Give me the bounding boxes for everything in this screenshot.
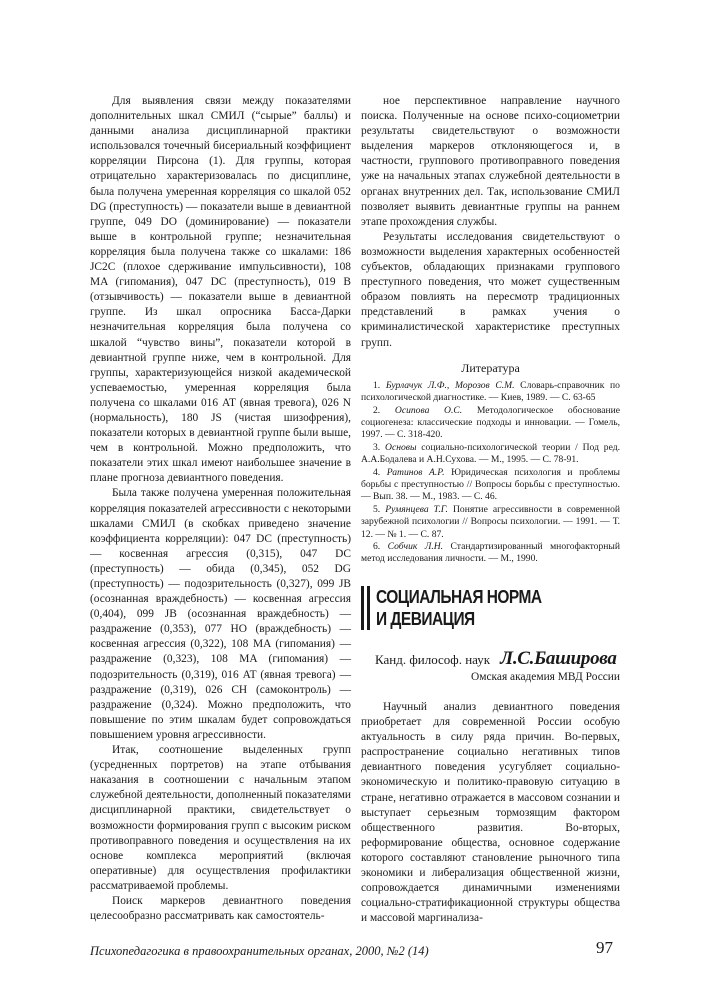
- reference-item: 1. Бурлачук Л.Ф., Морозов С.М. Словарь-справочник по психологической диагностике. — Киев, 1989. — С. 63-65: [361, 379, 620, 404]
- journal-footer: Психопедагогика в правоохранительных органах, 2000, №2 (14): [90, 944, 429, 958]
- article-title: СОЦИАЛЬНАЯ НОРМА И ДЕВИАЦИЯ: [376, 587, 542, 629]
- reference-item: 3. Основы социально-психологической теории / Под ред. А.А.Бодалева и А.Н.Сухова. — М., 1995. — С. 78-91.: [361, 441, 620, 466]
- reference-author: Бурлачук Л.Ф., Морозов С.М.: [385, 379, 515, 391]
- left-text-column: [90, 94, 351, 924]
- paragraph: Была также получена умеренная положительная корреляция показателей агрессивности с некоторыми шкалами СМИЛ (в скобках приведено значение коэффициента корреляции): 047 DC (преступность) — косвенная агрессия (0,315), 047 DC (преступность) — обида (0,345), 052 DG (преступность) — подозрительность (0,327), 099 JB (осознанная враждебность) — косвенная агрессия (0,404), 099 JB (осознанная враждебность) — раздражение (0,353), 077 HO (враждебность) — косвенная агрессия (0,322), 108 MA (гипомания) — раздражение (0,323), 108 MA (гипомания) — подозрительность (0,319), 016 AT (явная тревога) — раздражение (0,319), 026 CH (самоконтроль) — раздражение (0,324). Можно предположить, что повышение по этим шкалам будет сопровождаться повышением уровня агрессивности.: [90, 487, 351, 741]
- paragraph: Результаты исследования свидетельствуют о возможности выделения характерных особенностей субъектов, обладающих признаками группового преступного поведения, что может существенным образом повлиять на пересмотр традиционных представлений в рамках учения о криминалистической характеристике преступных групп.: [361, 230, 620, 349]
- author-name: Л.С.Баширова: [500, 648, 617, 669]
- author-line: [375, 648, 620, 670]
- heading-bar-decoration: [367, 586, 370, 630]
- reference-author: Собчик Л.Н.: [387, 540, 444, 552]
- article-body: [361, 700, 620, 926]
- right-text-column: [361, 94, 620, 566]
- paragraph: ное перспективное направление научного поиска. Полученные на основе психо-социометрии результаты свидетельствуют о возможности выделения маркеров отклоняющегося и, в частности, группового противоправного поведения уже на начальных этапах служебной деятельности в органах внутренних дел. Так, использование СМИЛ позволяет выявить девиантные группы на раннем этапе прохождения службы.: [361, 95, 620, 228]
- reference-author: Основы: [385, 441, 417, 453]
- author-degree: Канд. философ. наук: [375, 652, 491, 667]
- article-heading: [361, 586, 620, 630]
- references-title: Литература: [461, 360, 520, 375]
- paragraph: Для выявления связи между показателями дополнительных шкал СМИЛ (“сырые” баллы) и данными анализа дисциплинарной практики использовался точечный бисериальный коэффициент корреляции Пирсона (1). Для группы, которая отрицательно характеризовалась по дисциплине, была получена умеренная корреляция со шкалой 052 DG (преступность) — показатели выше в девиантной группе, 049 DO (доминирование) — показатели выше в контрольной группе; незначительная корреляция была получена также со шкалами: 186 JC2C (плохое сдерживание импульсивности), 108 MA (гипомания), 047 DC (преступность), 019 B (отзывчивость) — показатели выше в девиантной группе. Из шкал опросника Басса-Дарки незначительная корреляция была получена со шкалой “чувство вины”, показатели которой в девиантной группе ниже, чем в контрольной. Для группы, характеризующейся низкой академической успеваемостью, умеренная корреляция была получена со шкалами 016 AT (явная тревога), 026 N (нормальность), 180 JS (чистая шизофрения), показатели которых в девиантной группе были выше, чем в контрольной. Можно предположить, что показатели этих шкал имеют наибольшее значение в плане прогноза девиантного поведения.: [90, 95, 351, 485]
- author-affiliation: Омская академия МВД России: [471, 671, 620, 683]
- paragraph: Поиск маркеров девиантного поведения целесообразно рассматривать как самостоятель-: [90, 894, 351, 923]
- paragraph: Научный анализ девиантного поведения приобретает для современной России особую актуальность в силу ряда причин. Во-первых, распространение социально негативных типов девиантного поведения усугубляет социально-экономическую и политико-правовую ситуацию в стране, негативно отражается в массовом сознании и выступает серьезным тормозящим фактором общественного развития. Во-вторых, реформирование общества, основное содержание которого составляют становление рыночного типа экономики и либерализация общественной жизни, сопровождается динамичными изменениями социально-стратификационной структуры общества и массовой маргинализа-: [361, 701, 620, 925]
- reference-author: Осипова О.С.: [394, 404, 463, 416]
- page-number: 97: [596, 938, 613, 957]
- reference-item: 4. Ратинов А.Р. Юридическая психология и проблемы борьбы с преступностью // Вопросы борьбы с преступностью. — Вып. 38. — М., 1983. — С. 46.: [361, 466, 620, 503]
- references-list: [361, 380, 620, 566]
- paragraph: Итак, соотношение выделенных групп (усредненных портретов) на этапе отбывания наказания в соотношении с начальным этапом служебной деятельности, дополненный показателями дисциплинарной практики, свидетельствует о возможности формирования групп с высоким риском противоправного поведения и осуществления на их основе комплекса мероприятий (включая оперативные) для осуществления профилактики рассматриваемой проблемы.: [90, 744, 351, 892]
- reference-item: 2. Осипова О.С. Методологическое обоснование социогенеза: классические подходы и инновации. — Гомель, 1997. — С. 318-420.: [361, 404, 621, 441]
- reference-item: 6. Собчик Л.Н. Стандартизированный многофакторный метод исследования личности. — М., 1990.: [361, 540, 620, 565]
- reference-item: 5. Румянцева Т.Г. Понятие агрессивности в современной зарубежной психологии // Вопросы психологии. — 1991. — Т. 12. — № 1. — С. 87.: [361, 503, 621, 540]
- reference-author: Ратинов А.Р.: [386, 466, 445, 478]
- heading-bar-decoration: [361, 586, 364, 630]
- reference-author: Румянцева Т.Г.: [385, 503, 448, 515]
